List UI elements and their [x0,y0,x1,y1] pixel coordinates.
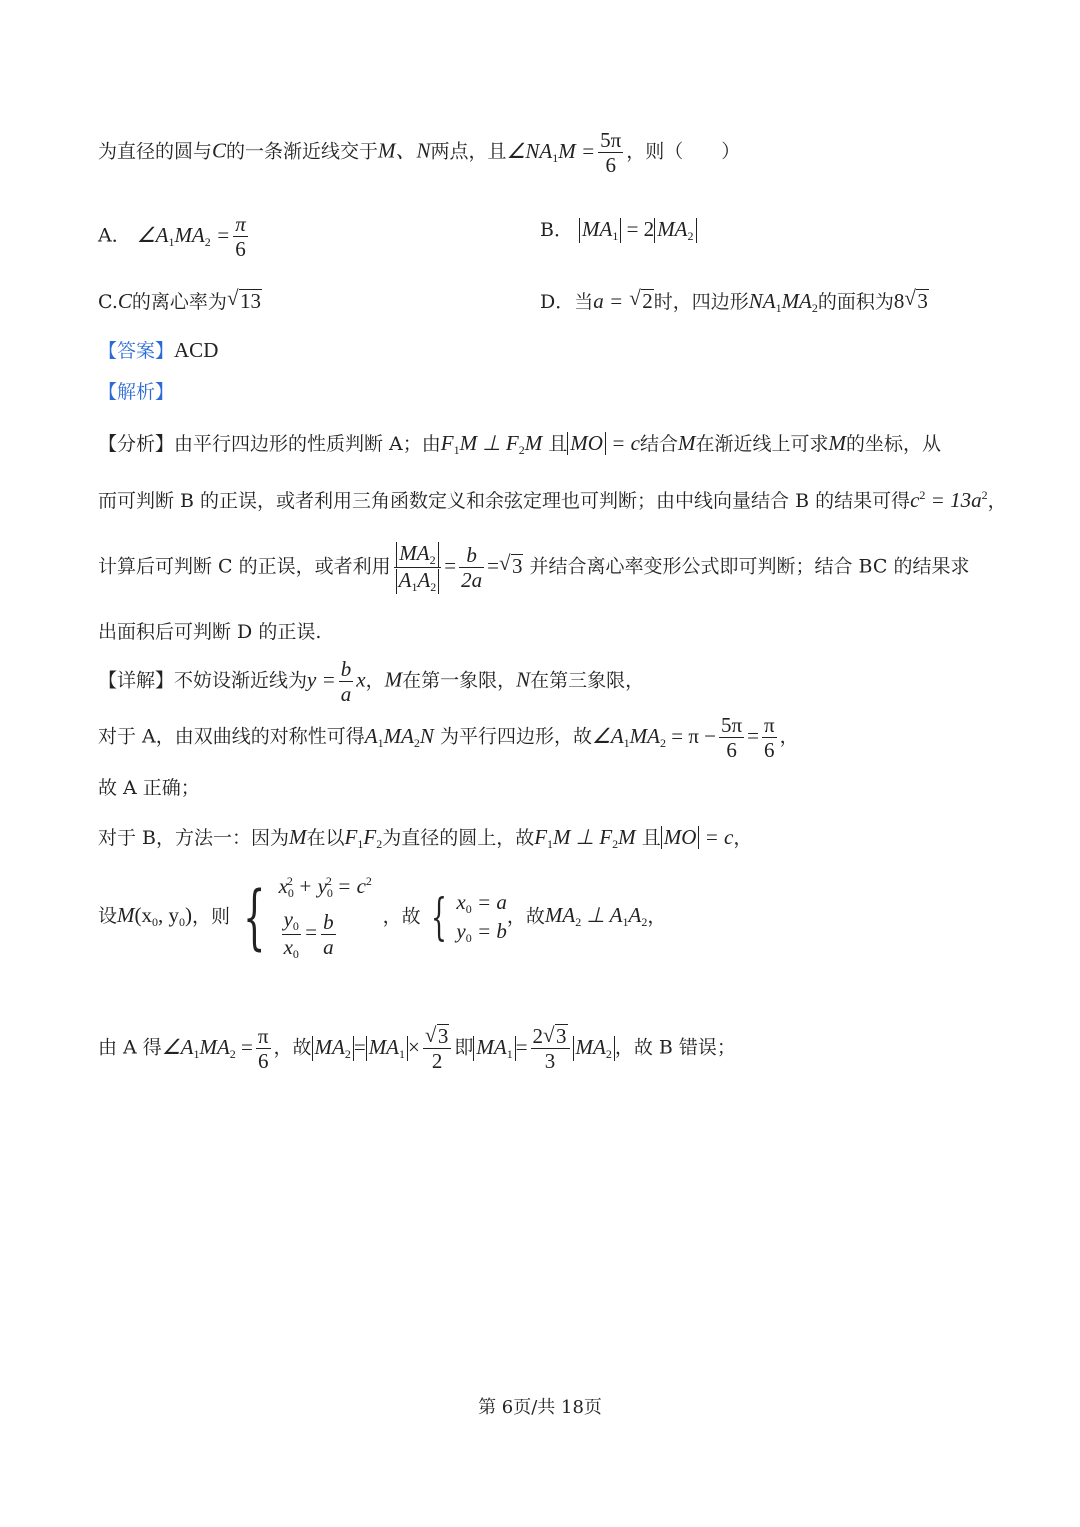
page-footer: 第 6页/共 18页 [478,1397,602,1418]
detail-line-3: 故 A 正确； [98,777,200,799]
question-line: 为直径的圆与C的一条渐近线交于M、N两点，且$\angle NA_1M$ = $\frac{5\pi}{6}$ ，则（ ） [98,128,741,178]
left-brace: { [243,875,266,958]
option-b: B． $MA_1 = 2$ $MA_2$ [540,218,697,243]
analysis-header: 【解析】 [98,381,175,403]
detail-line-5: 设$M(x_0$, $y_0$)，则 { $x_0^2 + y_0^2 = c^2$ $\frac{y_0}{x_0}$ = $\frac{b}{a}$ ，故 { $x_0 = a$ $y_0 = b$ ，故$MA_2$ ⊥ $A_1A_2$， [98,874,667,961]
option-d: D．当a = √ 2时，四边形$NA_1MA_2$的面积为8√ 3 [540,289,929,314]
detail-line-4: 对于 B，方法一：因为M在以$F_1F_2$为直径的圆上，故$F_1M$ ⊥ $F_2M$ 且 MO = c， [98,825,753,851]
analysis-line-1: 【分析】由平行四边形的性质判断 A；由$F_1M$ ⊥ $F_2M$ 且 MO = c结合M在渐近线上可求M的坐标，从 [98,431,942,457]
answer-line: 【答案】ACD [98,338,219,362]
analysis-line-3: 计算后可判断 C 的正误，或者利用 $\frac{MA_2}{A_1A_2}$ = $\frac{b}{2a}$ =√ 3 并结合离心率变形公式即可判断；结合 BC 的结果求 [98,541,969,594]
detail-line-2: 对于 A，由双曲线的对称性可得$A_1MA_2N$ 为平行四边形，故$\angle A_1MA_2 = \pi$ − $\frac{5\pi}{6}$ = $\frac{\pi}{6}$ ， [98,713,799,763]
option-c: C.C的离心率为√ 13 [98,289,262,313]
detail-line-6: 由 A 得$\angle A_1MA_2$ = $\frac{\pi}{6}$ ，故 $MA_2 = MA_1$ × √ $\frac{3}{2}$ 即 $MA_1$ = $\frac{2√ 3}{3}$ $MA_2$ ，故 B 错误； [98,1024,736,1073]
option-a: A． $\angle A_1MA_2$ = $\frac{\pi}{6}$ [98,212,246,262]
detail-line-1: 【详解】不妨设渐近线为y = $\frac{b}{a}$ x，M在第一象限，N在第三象限， [98,657,645,707]
left-brace: { [430,887,447,946]
analysis-line-4: 出面积后可判断 D 的正误. [98,621,322,643]
analysis-line-2: 而可判断 B 的正误，或者利用三角函数定义和余弦定理也可判断；由中线向量结合 B 的结果可得$c^2 = 13a^2$， [98,488,1007,512]
